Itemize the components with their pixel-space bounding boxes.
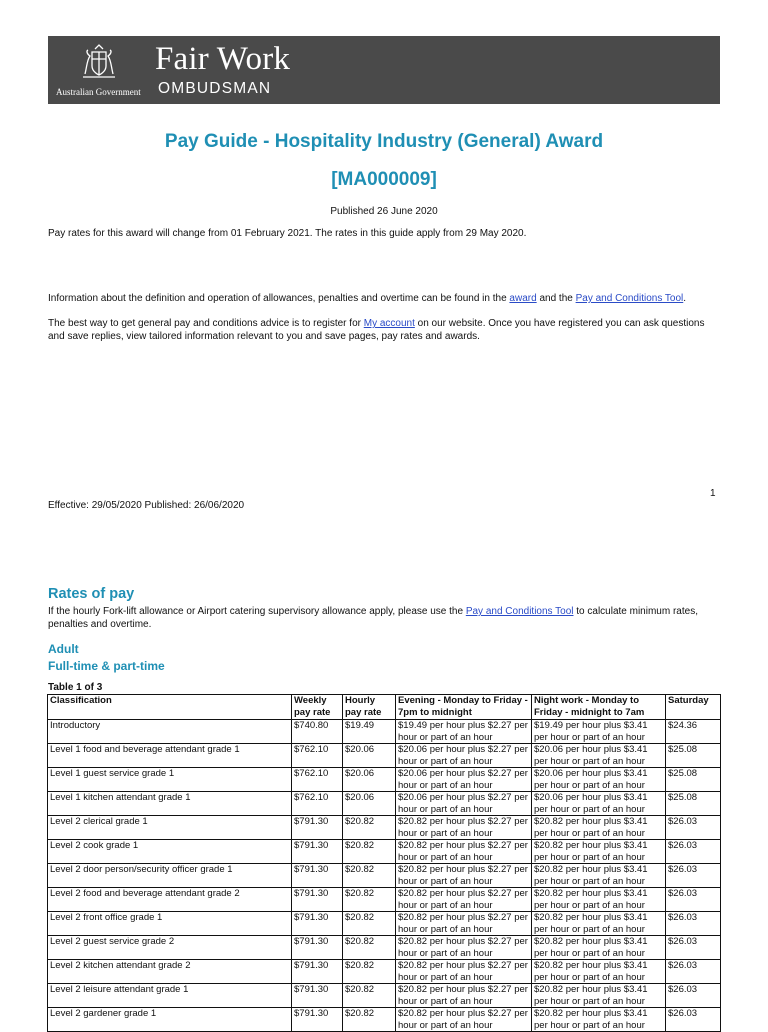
evening-rate-cell: $20.06 per hour plus $2.27 per hour or part of an hour: [396, 792, 532, 816]
hourly-rate-cell: $20.82: [343, 1008, 396, 1032]
classification-cell: Level 2 leisure attendant grade 1: [48, 984, 292, 1008]
night-rate-cell: $20.82 per hour plus $3.41 per hour or part of an hour: [532, 840, 666, 864]
table-row: [48, 1008, 721, 1032]
coat-of-arms-icon: [78, 44, 120, 82]
evening-rate-cell: $20.82 per hour plus $2.27 per hour or part of an hour: [396, 936, 532, 960]
classification-cell: Level 2 front office grade 1: [48, 912, 292, 936]
column-header: Saturday: [666, 695, 721, 720]
evening-rate-cell: $20.82 per hour plus $2.27 per hour or part of an hour: [396, 816, 532, 840]
evening-rate-cell: $20.06 per hour plus $2.27 per hour or part of an hour: [396, 768, 532, 792]
rates-intro-text: If the hourly Fork-lift allowance or Airport catering supervisory allowance apply, please use the: [48, 606, 466, 617]
hourly-rate-cell: $20.82: [343, 840, 396, 864]
classification-cell: Level 2 guest service grade 2: [48, 936, 292, 960]
saturday-rate-cell: $26.03: [666, 912, 721, 936]
weekly-rate-cell: $791.30: [292, 816, 343, 840]
weekly-rate-cell: $762.10: [292, 744, 343, 768]
hourly-rate-cell: $20.82: [343, 936, 396, 960]
classification-cell: Level 1 guest service grade 1: [48, 768, 292, 792]
table-row: [48, 720, 721, 744]
page-title: Pay Guide - Hospitality Industry (General) Award: [164, 131, 604, 152]
org-name: Fair Work: [155, 41, 291, 77]
rates-table: [47, 694, 721, 1032]
hourly-rate-cell: $20.82: [343, 984, 396, 1008]
change-notice: Pay rates for this award will change from 01 February 2021. The rates in this guide apply from 29 May 2020.: [48, 228, 527, 239]
night-rate-cell: $20.06 per hour plus $3.41 per hour or part of an hour: [532, 768, 666, 792]
info-text-middle: and the: [536, 293, 576, 304]
weekly-rate-cell: $791.30: [292, 840, 343, 864]
saturday-rate-cell: $26.03: [666, 864, 721, 888]
header-banner: [48, 36, 720, 104]
saturday-rate-cell: $26.03: [666, 936, 721, 960]
night-rate-cell: $20.82 per hour plus $3.41 per hour or part of an hour: [532, 864, 666, 888]
evening-rate-cell: $19.49 per hour plus $2.27 per hour or part of an hour: [396, 720, 532, 744]
night-rate-cell: $20.06 per hour plus $3.41 per hour or part of an hour: [532, 744, 666, 768]
night-rate-cell: $20.82 per hour plus $3.41 per hour or part of an hour: [532, 912, 666, 936]
night-rate-cell: $19.49 per hour plus $3.41 per hour or part of an hour: [532, 720, 666, 744]
hourly-rate-cell: $19.49: [343, 720, 396, 744]
rates-intro-end: to calculate minimum rates, penalties and overtime.: [48, 606, 698, 630]
weekly-rate-cell: $762.10: [292, 792, 343, 816]
classification-cell: Level 2 door person/security officer grade 1: [48, 864, 292, 888]
evening-rate-cell: $20.82 per hour plus $2.27 per hour or part of an hour: [396, 888, 532, 912]
hourly-rate-cell: $20.82: [343, 888, 396, 912]
table-row: [48, 912, 721, 936]
table-row: [48, 768, 721, 792]
rates-heading: Rates of pay: [48, 586, 135, 602]
my-account-link[interactable]: My account: [363, 318, 415, 329]
page-number: 1: [710, 488, 716, 499]
saturday-rate-cell: $26.03: [666, 888, 721, 912]
weekly-rate-cell: $791.30: [292, 864, 343, 888]
saturday-rate-cell: $26.03: [666, 1008, 721, 1032]
advice-text-end: on our website. Once you have registered you can ask questions and save replies, view tailored information relevant to you and save pages, pay rates and awards.: [48, 318, 705, 342]
effective-footer: Effective: 29/05/2020 Published: 26/06/2020: [48, 500, 245, 511]
evening-rate-cell: $20.82 per hour plus $2.27 per hour or part of an hour: [396, 1008, 532, 1032]
classification-cell: Level 1 food and beverage attendant grade 1: [48, 744, 292, 768]
column-header: Night work - Monday to Friday - midnight to 7am: [532, 695, 666, 720]
night-rate-cell: $20.82 per hour plus $3.41 per hour or part of an hour: [532, 960, 666, 984]
info-text-end: .: [683, 293, 687, 304]
weekly-rate-cell: $791.30: [292, 984, 343, 1008]
rates-intro: [48, 605, 720, 631]
weekly-rate-cell: $791.30: [292, 960, 343, 984]
evening-rate-cell: $20.82 per hour plus $2.27 per hour or part of an hour: [396, 840, 532, 864]
night-rate-cell: $20.82 per hour plus $3.41 per hour or part of an hour: [532, 984, 666, 1008]
night-rate-cell: $20.82 per hour plus $3.41 per hour or part of an hour: [532, 816, 666, 840]
classification-cell: Level 1 kitchen attendant grade 1: [48, 792, 292, 816]
weekly-rate-cell: $791.30: [292, 936, 343, 960]
saturday-rate-cell: $25.08: [666, 768, 721, 792]
saturday-rate-cell: $26.03: [666, 984, 721, 1008]
weekly-rate-cell: $791.30: [292, 888, 343, 912]
evening-rate-cell: $20.82 per hour plus $2.27 per hour or part of an hour: [396, 912, 532, 936]
hourly-rate-cell: $20.82: [343, 912, 396, 936]
award-code: [MA000009]: [331, 169, 437, 190]
table-row: [48, 960, 721, 984]
classification-cell: Introductory: [48, 720, 292, 744]
weekly-rate-cell: $791.30: [292, 912, 343, 936]
classification-cell: Level 2 gardener grade 1: [48, 1008, 292, 1032]
night-rate-cell: $20.82 per hour plus $3.41 per hour or part of an hour: [532, 888, 666, 912]
weekly-rate-cell: $791.30: [292, 1008, 343, 1032]
hourly-rate-cell: $20.06: [343, 792, 396, 816]
pay-conditions-tool-link[interactable]: Pay and Conditions Tool: [575, 293, 684, 304]
org-subtitle: OMBUDSMAN: [158, 80, 272, 97]
classification-cell: Level 2 food and beverage attendant grade 2: [48, 888, 292, 912]
weekly-rate-cell: $740.80: [292, 720, 343, 744]
table-row: [48, 984, 721, 1008]
info-text: Information about the definition and operation of allowances, penalties and overtime can be found in the: [48, 293, 510, 304]
saturday-rate-cell: $26.03: [666, 840, 721, 864]
column-header: Evening - Monday to Friday - 7pm to midnight: [396, 695, 532, 720]
table-row: [48, 840, 721, 864]
night-rate-cell: $20.06 per hour plus $3.41 per hour or part of an hour: [532, 792, 666, 816]
hourly-rate-cell: $20.06: [343, 768, 396, 792]
table-row: [48, 792, 721, 816]
table-header-row: [48, 695, 721, 720]
night-rate-cell: $20.82 per hour plus $3.41 per hour or part of an hour: [532, 936, 666, 960]
evening-rate-cell: $20.82 per hour plus $2.27 per hour or part of an hour: [396, 960, 532, 984]
saturday-rate-cell: $25.08: [666, 744, 721, 768]
classification-cell: Level 2 clerical grade 1: [48, 816, 292, 840]
hourly-rate-cell: $20.06: [343, 744, 396, 768]
night-rate-cell: $20.82 per hour plus $3.41 per hour or part of an hour: [532, 1008, 666, 1032]
table-row: [48, 888, 721, 912]
hourly-rate-cell: $20.82: [343, 816, 396, 840]
table-row: [48, 936, 721, 960]
column-header: Weekly pay rate: [292, 695, 343, 720]
evening-rate-cell: $20.82 per hour plus $2.27 per hour or part of an hour: [396, 984, 532, 1008]
table-caption: Table 1 of 3: [48, 682, 103, 693]
government-label: Australian Government: [56, 87, 141, 97]
rates-tool-link[interactable]: Pay and Conditions Tool: [465, 606, 574, 617]
evening-rate-cell: $20.82 per hour plus $2.27 per hour or part of an hour: [396, 864, 532, 888]
evening-rate-cell: $20.06 per hour plus $2.27 per hour or part of an hour: [396, 744, 532, 768]
classification-cell: Level 2 cook grade 1: [48, 840, 292, 864]
table-row: [48, 744, 721, 768]
advice-text: The best way to get general pay and conditions advice is to register for: [48, 318, 364, 329]
weekly-rate-cell: $762.10: [292, 768, 343, 792]
hourly-rate-cell: $20.82: [343, 960, 396, 984]
advice-paragraph: [48, 317, 720, 343]
info-paragraph: [48, 292, 720, 305]
table-row: [48, 864, 721, 888]
hourly-rate-cell: $20.82: [343, 864, 396, 888]
saturday-rate-cell: $26.03: [666, 960, 721, 984]
award-link[interactable]: award: [509, 293, 537, 304]
column-header: Classification: [48, 695, 292, 720]
saturday-rate-cell: $24.36: [666, 720, 721, 744]
classification-cell: Level 2 kitchen attendant grade 2: [48, 960, 292, 984]
table-row: [48, 816, 721, 840]
saturday-rate-cell: $25.08: [666, 792, 721, 816]
adult-heading: Adult: [48, 642, 79, 656]
published-date: Published 26 June 2020: [330, 206, 438, 217]
fulltime-heading: Full-time & part-time: [48, 659, 165, 673]
column-header: Hourly pay rate: [343, 695, 396, 720]
saturday-rate-cell: $26.03: [666, 816, 721, 840]
